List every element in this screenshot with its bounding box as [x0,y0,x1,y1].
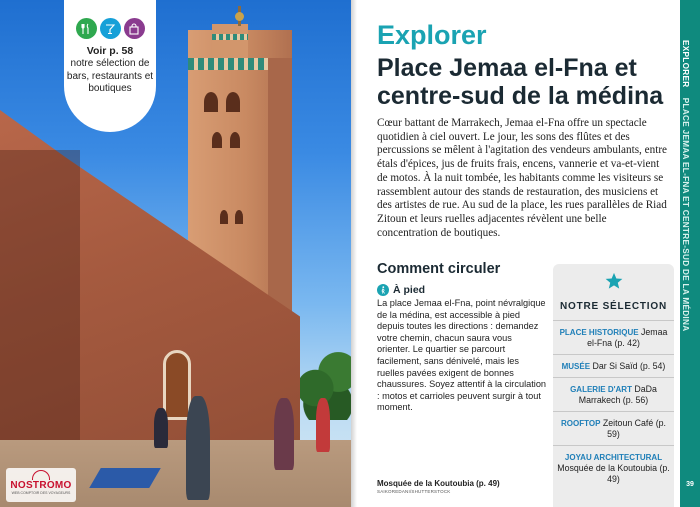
intro-paragraph: Cœur battant de Marrakech, Jemaa el-Fna offre un spectacle quotidien à ciel ouvert. Le jour, les sons des flûtes et des percussions se mêlent à l'agitation des vendeurs ambulants, entre étals d'épices, jus de fruits frais, encens, vannerie et va-et-vient de motos. À la nuit tombée, les habitants comme les visiteurs se rassemblent autour des stands de restauration, des musiciens et des artistes de rue. Au sud de la place, les rues parallèles de Riad Zitoun et leurs ruelles adjacentes révèlent une belle concentration de boutiques. [377,117,668,239]
logo-name: NOSTROMO [10,480,72,491]
selection-item [553,411,674,445]
person [186,396,210,500]
logo-tagline: WEB COMPTOIR DES VOYAGEURS [11,491,71,495]
our-selection-box [553,264,674,507]
cocktail-icon [100,18,121,39]
person [154,408,168,448]
restaurant-icon [76,18,97,39]
selection-item [553,377,674,411]
shopping-bag-icon [124,18,145,39]
selection-text: Zeitoun Café (p. 59) [602,418,666,439]
person [316,398,330,452]
walking-text: La place Jemaa el-Fna, point névralgique de la médina, est accessible à pied depuis toutes les directions : demandez votre chemin, chacun saura vous orienter. Le quartier se parcourt facilement, sans dénivelé, mais les ruelles pavées exigent de bonnes chaussures. Soyez attentif à la circulation : motos et carrioles peuvent surgir à tout moment. [377,298,547,413]
photo-caption: Mosquée de la Koutoubia (p. 49) [377,479,500,488]
photo-credit: SAIKOREDANI/SHUTTERSTOCK [377,489,451,494]
globe-icon [32,470,50,480]
mosque-door [163,350,191,420]
selection-category: PLACE HISTORIQUE [559,328,639,337]
walking-label: À pied [393,284,426,296]
selection-item [553,445,674,490]
walking-icon [377,284,389,296]
side-section: EXPLORER [681,40,690,88]
badge-title: Voir p. 58 [86,45,134,57]
text-page [357,0,700,507]
selection-title: NOTRE SÉLECTION [559,301,667,312]
side-chapter: PLACE JEMAA EL-FNA ET CENTRE-SUD DE LA MÉDINA [681,97,690,332]
see-also-badge [64,0,156,132]
walking-mode [377,284,425,296]
badge-text: notre sélection de bars, restaurants et boutiques [66,58,154,94]
selection-category: ROOFTOP [561,419,601,428]
nostromo-logo [6,468,76,502]
page-number: 39 [686,481,694,488]
getting-around-heading: Comment circuler [377,261,501,277]
person [274,398,294,470]
selection-text: Mosquée de la Koutoubia (p. 49) [557,463,670,484]
selection-category: GALERIE D'ART [570,385,632,394]
selection-text: Dar Si Saïd (p. 54) [592,361,666,371]
selection-item [553,320,674,354]
selection-category: JOYAU ARCHITECTURAL [564,453,663,462]
selection-list [553,320,674,490]
selection-text: DaDa Marrakech (p. 56) [578,384,657,405]
selection-category: MUSÉE [561,362,591,371]
chapter-side-text [681,40,690,331]
page-title: Place Jemaa el-Fna et centre-sud de la médina [377,54,664,110]
selection-item [553,354,674,377]
section-kicker: Explorer [377,20,487,50]
selection-text: Jemaa el-Fna (p. 42) [587,327,668,348]
star-icon [605,272,623,290]
